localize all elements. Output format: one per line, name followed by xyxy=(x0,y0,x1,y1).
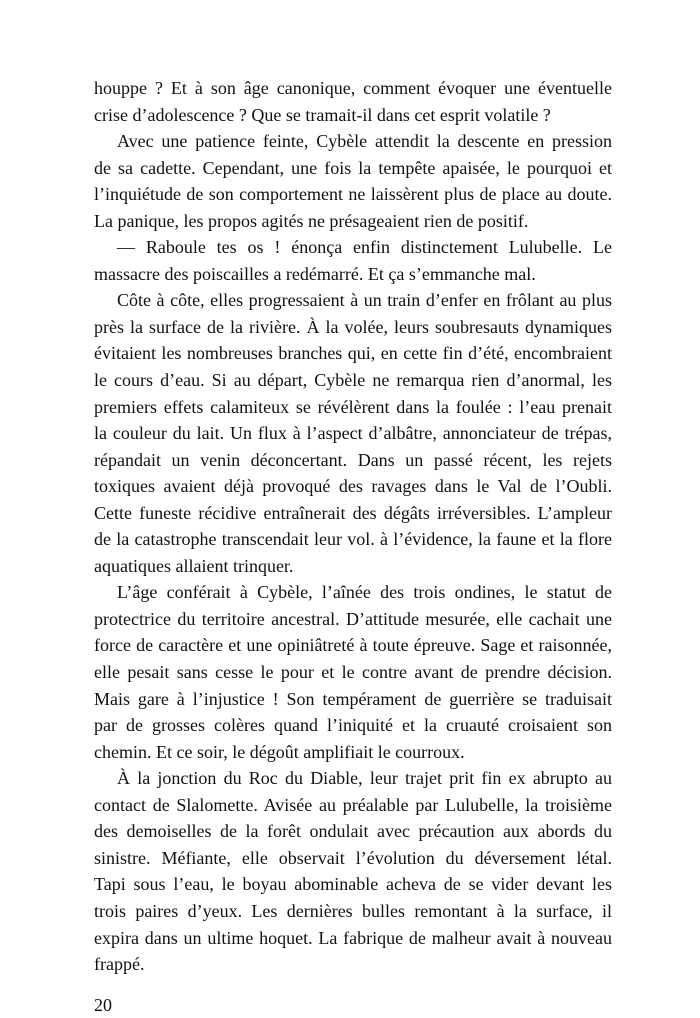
text-line: Tapi sous l’eau, le boyau abominable acheva de se vider devant les xyxy=(94,874,612,895)
paragraph xyxy=(94,765,612,977)
paragraph xyxy=(94,234,612,287)
text-line: trois paires d’yeux. Les dernières bulles remontant à la surface, il xyxy=(94,900,612,921)
text-line: le cours d’eau. Si au départ, Cybèle ne remarqua rien d’anormal, les xyxy=(94,370,612,391)
paragraph xyxy=(94,75,612,128)
text-line: Mais gare à l’injustice ! Son tempérament de guerrière se traduisait xyxy=(94,688,612,709)
text-line: des demoiselles de la forêt ondulait avec précaution aux abords du xyxy=(94,821,612,842)
text-line: La panique, les propos agités ne présageaient rien de positif. xyxy=(94,210,529,231)
text-line: protectrice du territoire ancestral. D’attitude mesurée, elle cachait une xyxy=(94,608,612,629)
text-line: elle pesait sans cesse le pour et le contre avant de prendre décision. xyxy=(94,662,612,683)
text-line: de la catastrophe transcendait leur vol. à l’évidence, la faune et la flore xyxy=(94,529,612,550)
paragraph xyxy=(94,287,612,579)
text-line: massacre des poiscailles a redémarré. Et ça s’emmanche mal. xyxy=(94,263,536,284)
text-line: expira dans un ultime hoquet. La fabrique de malheur avait à nouveau xyxy=(94,927,612,948)
text-line: L’âge conférait à Cybèle, l’aînée des trois ondines, le statut de xyxy=(117,582,612,603)
text-line: la couleur du lait. Un flux à l’aspect d’albâtre, annonciateur de trépas, xyxy=(94,423,612,444)
text-line: force de caractère et une opiniâtreté à toute épreuve. Sage et raisonnée, xyxy=(94,635,612,656)
text-line: houppe ? Et à son âge canonique, comment évoquer une éventuelle xyxy=(94,78,612,98)
text-line: Cette funeste récidive entraînerait des dégâts irréversibles. L’ampleur xyxy=(94,502,612,523)
text-line: de sa cadette. Cependant, une fois la tempête apaisée, le pourquoi et xyxy=(94,157,612,178)
text-line: chemin. Et ce soir, le dégoût amplifiait le courroux. xyxy=(94,741,465,762)
text-line: contact de Slalomette. Avisée au préalable par Lulubelle, la troisième xyxy=(94,794,612,815)
page xyxy=(94,75,612,1018)
page-body-text xyxy=(94,75,612,978)
text-line: par de grosses colères quand l’iniquité et la cruauté croisaient son xyxy=(94,715,612,736)
text-line: — Raboule tes os ! énonça enfin distinctement Lulubelle. Le xyxy=(117,237,612,258)
text-line: près la surface de la rivière. À la volée, leurs soubresauts dynamiques xyxy=(94,316,612,337)
text-line: l’inquiétude de son comportement ne laissèrent plus de place au doute. xyxy=(94,184,612,205)
text-line: toxiques avaient déjà provoqué des ravages dans le Val de l’Oubli. xyxy=(94,476,612,497)
paragraph xyxy=(94,128,612,234)
text-line: Avec une patience feinte, Cybèle attendit la descente en pression xyxy=(117,131,612,152)
text-line: sinistre. Méfiante, elle observait l’évolution du déversement létal. xyxy=(94,847,612,868)
page-number: 20 xyxy=(94,994,112,1015)
text-line: Côte à côte, elles progressaient à un train d’enfer en frôlant au plus xyxy=(117,290,612,311)
text-line: crise d’adolescence ? Que se tramait-il dans cet esprit volatile ? xyxy=(94,104,551,125)
text-line: aquatiques allaient trinquer. xyxy=(94,555,294,576)
text-line: évitaient les nombreuses branches qui, en cette fin d’été, encombraient xyxy=(94,343,612,364)
text-line: À la jonction du Roc du Diable, leur trajet prit fin ex abrupto au xyxy=(117,768,612,789)
text-line: répandait un venin déconcertant. Dans un passé récent, les rejets xyxy=(94,449,612,470)
paragraph xyxy=(94,579,612,765)
text-line: premiers effets calamiteux se révélèrent dans la foulée : l’eau prenait xyxy=(94,396,612,417)
text-line: frappé. xyxy=(94,954,145,975)
